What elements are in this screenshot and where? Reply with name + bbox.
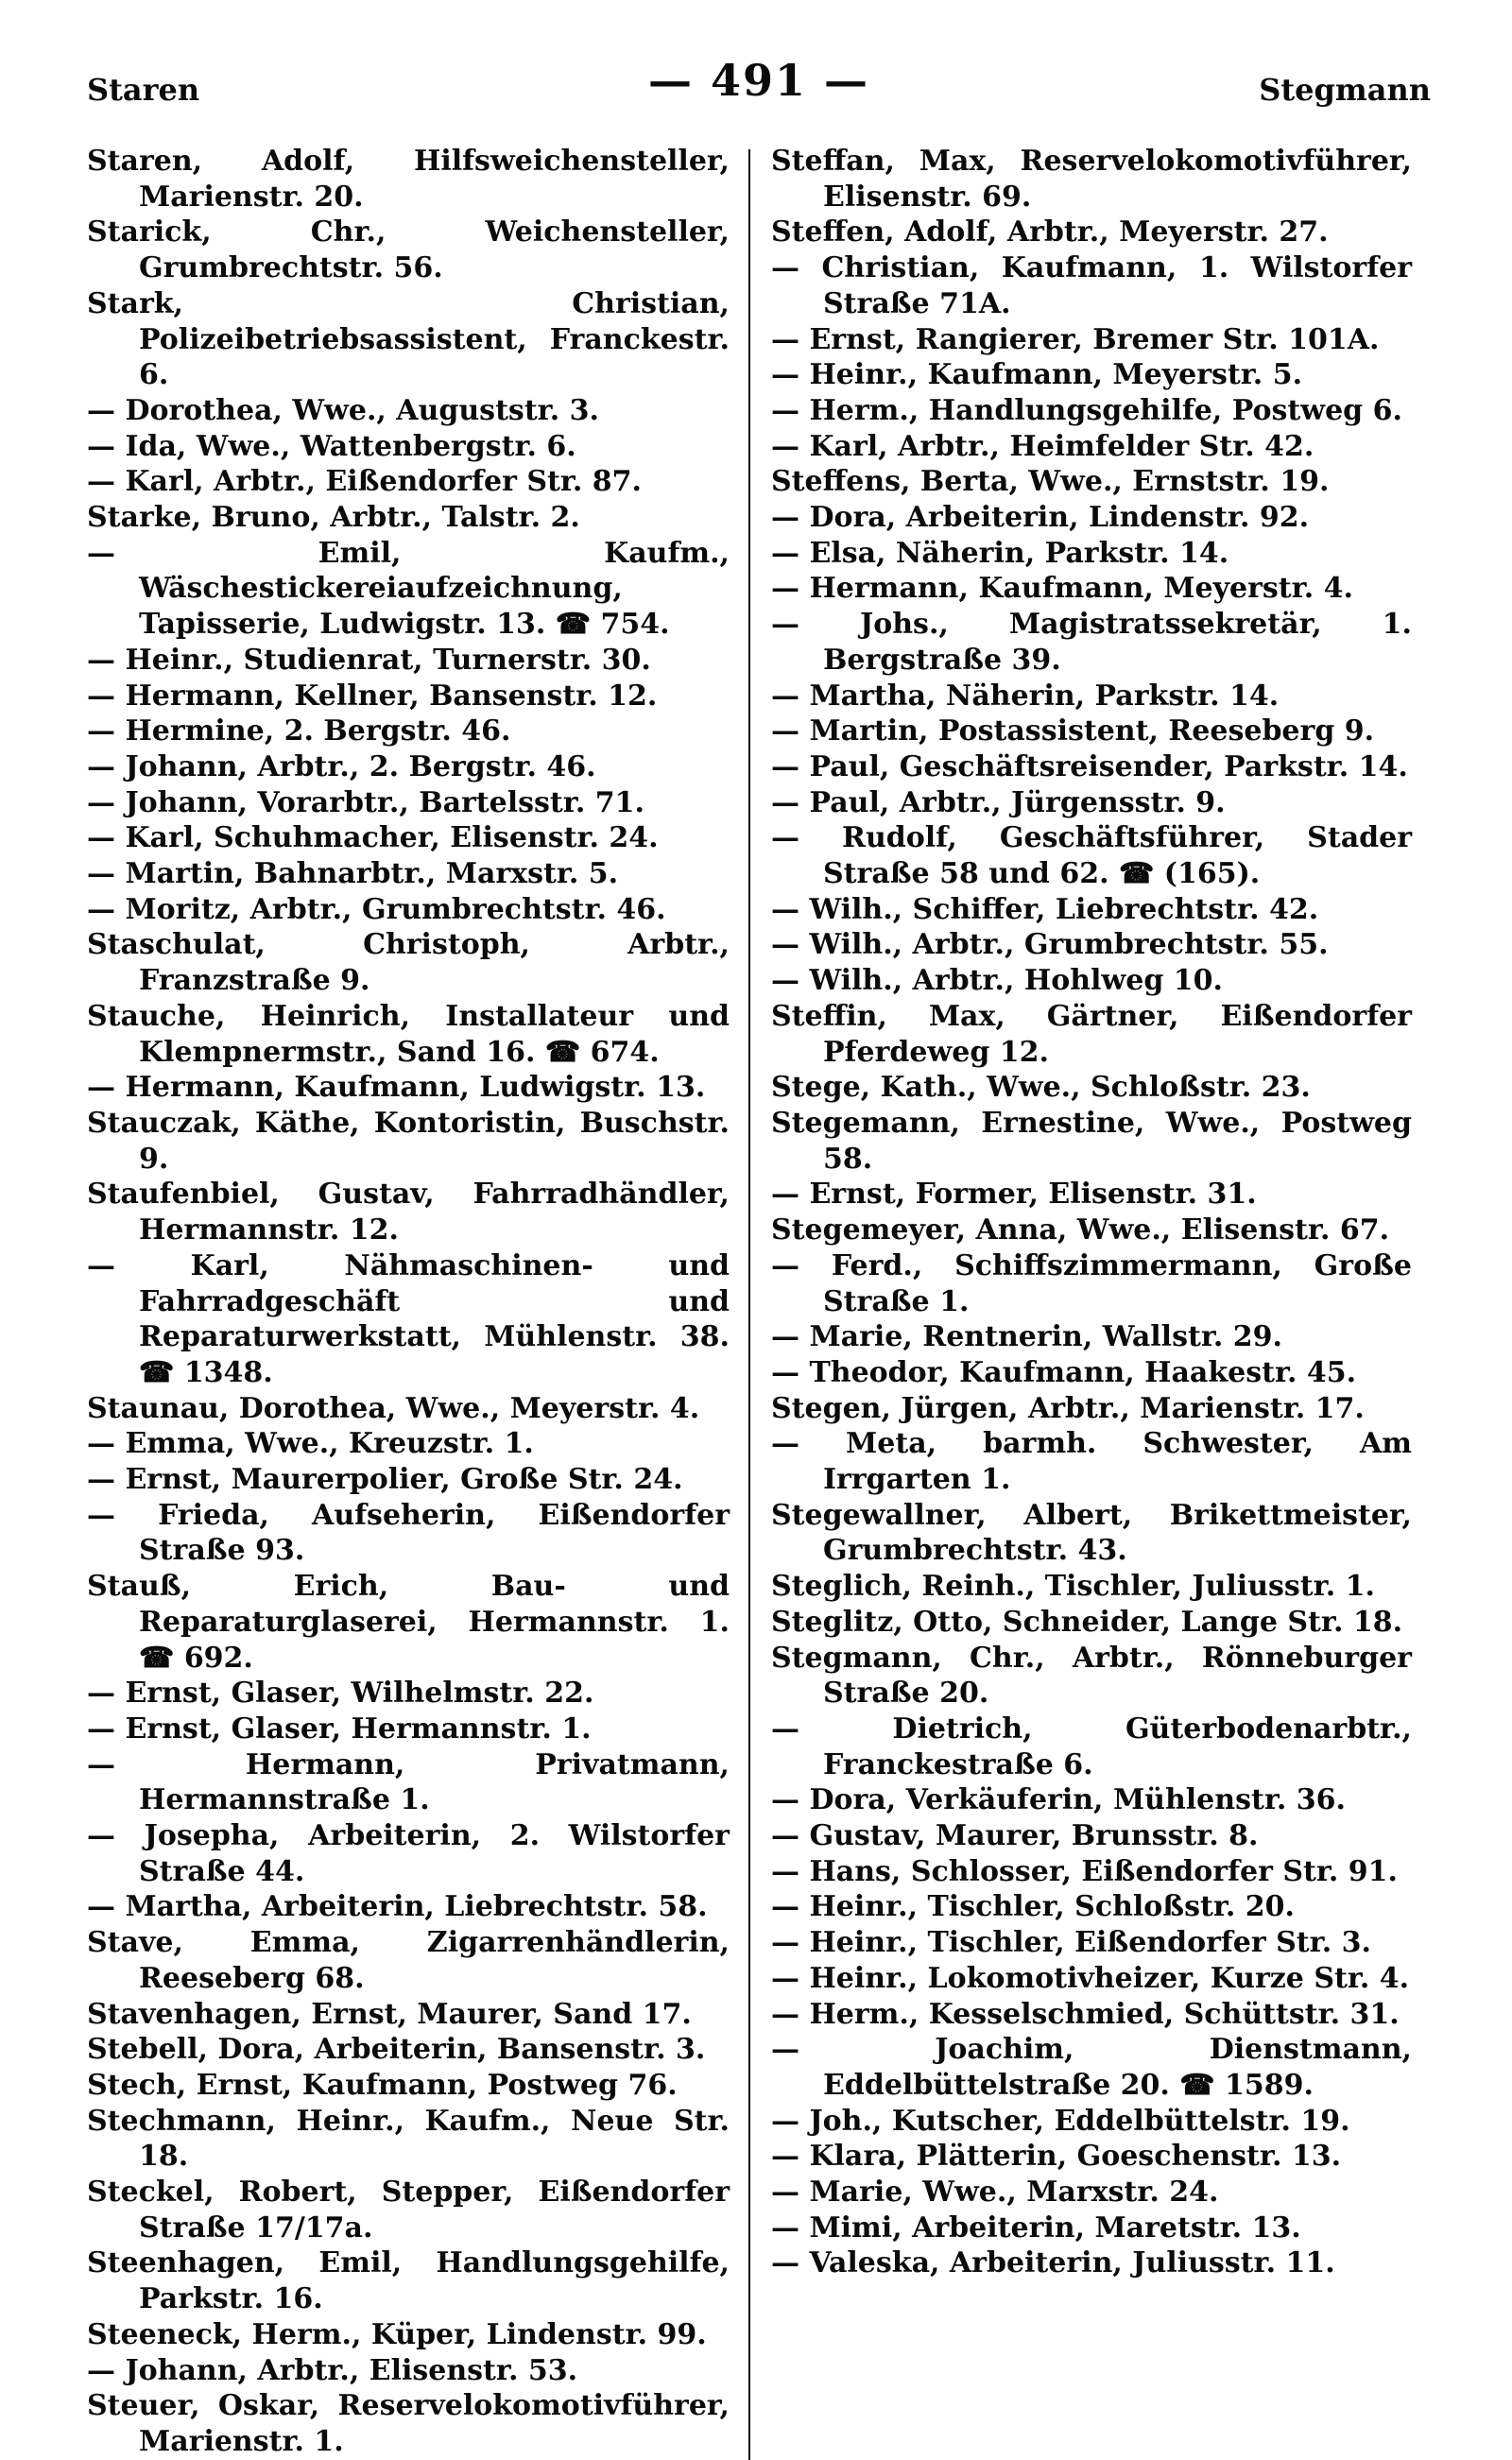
directory-entry: Staunau, Dorothea, Wwe., Meyerstr. 4. (87, 1391, 700, 1425)
directory-entry: — Emil, Kaufm., Wäschestickereiaufzeichnung, Tapisserie, Ludwigstr. 13. ☎ 754. (87, 536, 730, 642)
directory-entry: Steckel, Robert, Stepper, Eißendorfer Straße 17/17a. (87, 2176, 730, 2245)
directory-entry: — Martha, Arbeiterin, Liebrechtstr. 58. (87, 1890, 708, 1924)
directory-entry: — Dietrich, Güterbodenarbtr., Franckestraße 6. (771, 1712, 1412, 1781)
page-number: — 491 — (647, 55, 870, 106)
directory-entry: — Ernst, Glaser, Wilhelmstr. 22. (87, 1677, 594, 1711)
directory-entry: Staschulat, Christoph, Arbtr., Franzstraße 9. (87, 928, 730, 998)
directory-entry: — Meta, barmh. Schwester, Am Irrgarten 1. (771, 1427, 1412, 1497)
directory-entry: Stegen, Jürgen, Arbtr., Marienstr. 17. (771, 1391, 1365, 1425)
directory-entry: Steffin, Max, Gärtner, Eißendorfer Pferdeweg 12. (771, 999, 1412, 1069)
directory-entry: — Valeska, Arbeiterin, Juliusstr. 11. (771, 2246, 1335, 2280)
directory-entry: — Ernst, Former, Elisenstr. 31. (771, 1178, 1257, 1212)
directory-entry: Steffens, Berta, Wwe., Ernststr. 19. (771, 465, 1330, 499)
directory-entry: — Karl, Arbtr., Eißendorfer Str. 87. (87, 465, 642, 499)
directory-entry: — Heinr., Studienrat, Turnerstr. 30. (87, 643, 651, 677)
directory-entry: — Hermann, Kaufmann, Ludwigstr. 13. (87, 1071, 706, 1105)
directory-entry: — Wilh., Arbtr., Hohlweg 10. (771, 964, 1223, 998)
directory-entry: — Martin, Postassistent, Reeseberg 9. (771, 714, 1375, 748)
directory-entry: — Ernst, Rangierer, Bremer Str. 101A. (771, 322, 1380, 356)
directory-entry: — Gustav, Maurer, Brunsstr. 8. (771, 1819, 1259, 1853)
directory-entry: — Johann, Arbtr., Elisenstr. 53. (87, 2353, 578, 2387)
directory-entry: Stark, Christian, Polizeibetriebsassistent, Franckestr. 6. (87, 286, 730, 392)
directory-entry: Stegemeyer, Anna, Wwe., Elisenstr. 67. (771, 1213, 1390, 1247)
directory-entry: Steuer, Oskar, Reservelokomotivführer, Marienstr. 1. (87, 2389, 730, 2458)
right-column (750, 144, 1412, 2460)
directory-entry: — Wilh., Arbtr., Grumbrechtstr. 55. (771, 928, 1329, 962)
directory-entry: — Dora, Arbeiterin, Lindenstr. 92. (771, 501, 1310, 535)
directory-entry: — Ferd., Schiffszimmermann, Große Straße 1. (771, 1248, 1412, 1318)
directory-entry: Staufenbiel, Gustav, Fahrradhändler, Hermannstr. 12. (87, 1178, 730, 1247)
directory-entry: — Heinr., Tischler, Schloßstr. 20. (771, 1890, 1295, 1924)
left-column (87, 144, 748, 2460)
directory-entry: — Martha, Näherin, Parkstr. 14. (771, 679, 1280, 713)
directory-entry: — Karl, Arbtr., Heimfelder Str. 42. (771, 429, 1314, 463)
directory-entry: — Frieda, Aufseherin, Eißendorfer Straße 93. (87, 1498, 730, 1568)
directory-entry: Stegemann, Ernestine, Wwe., Postweg 58. (771, 1106, 1412, 1176)
directory-entry: — Rudolf, Geschäftsführer, Stader Straße 58 und 62. ☎ (165). (771, 821, 1412, 891)
directory-entry: Stauche, Heinrich, Installateur und Klempnermstr., Sand 16. ☎ 674. (87, 999, 730, 1069)
directory-entry: Steeneck, Herm., Küper, Lindenstr. 99. (87, 2317, 707, 2351)
header-last-entry: Stegmann (1259, 72, 1431, 108)
directory-entry: — Herm., Handlungsgehilfe, Postweg 6. (771, 393, 1402, 427)
directory-entry: — Hermann, Kaufmann, Meyerstr. 4. (771, 572, 1353, 606)
directory-entry: — Paul, Geschäftsreisender, Parkstr. 14. (771, 749, 1408, 783)
directory-entry: — Joachim, Dienstmann, Eddelbüttelstraße 20. ☎ 1589. (771, 2033, 1412, 2102)
directory-entry: — Josepha, Arbeiterin, 2. Wilstorfer Straße 44. (87, 1819, 730, 1888)
directory-entry: Stech, Ernst, Kaufmann, Postweg 76. (87, 2068, 678, 2102)
directory-entry: Stauß, Erich, Bau- und Reparaturglaserei, Hermannstr. 1. ☎ 692. (87, 1570, 730, 1675)
directory-entry: — Heinr., Kaufmann, Meyerstr. 5. (771, 358, 1303, 392)
directory-entry: Steglich, Reinh., Tischler, Juliusstr. 1. (771, 1570, 1375, 1604)
directory-entry: Steenhagen, Emil, Handlungsgehilfe, Parkstr. 16. (87, 2246, 730, 2316)
directory-entry: — Mimi, Arbeiterin, Maretstr. 13. (771, 2211, 1301, 2245)
directory-entry: — Heinr., Lokomotivheizer, Kurze Str. 4. (771, 1961, 1410, 1995)
directory-entry: Stegmann, Chr., Arbtr., Rönneburger Straße 20. (771, 1641, 1412, 1711)
directory-entry: Staren, Adolf, Hilfsweichensteller, Marienstr. 20. (87, 145, 730, 214)
directory-entry: — Klara, Plätterin, Goeschenstr. 13. (771, 2140, 1342, 2174)
directory-entry: Stege, Kath., Wwe., Schloßstr. 23. (771, 1071, 1311, 1105)
directory-entry: Stavenhagen, Ernst, Maurer, Sand 17. (87, 1997, 692, 2031)
directory-entry: — Johs., Magistratssekretär, 1. Bergstraße 39. (771, 608, 1412, 677)
directory-entry: — Johann, Vorarbtr., Bartelsstr. 71. (87, 785, 644, 819)
directory-entry: — Martin, Bahnarbtr., Marxstr. 5. (87, 857, 619, 891)
page-header (87, 55, 1431, 123)
directory-entry: Stave, Emma, Zigarrenhändlerin, Reeseberg 68. (87, 1926, 730, 1995)
directory-entry: — Hermann, Kellner, Bansenstr. 12. (87, 679, 658, 713)
directory-entry: — Christian, Kaufmann, 1. Wilstorfer Straße 71A. (771, 251, 1412, 320)
directory-entry: — Hans, Schlosser, Eißendorfer Str. 91. (771, 1854, 1398, 1888)
directory-entry: — Ida, Wwe., Wattenbergstr. 6. (87, 429, 576, 463)
directory-entry: — Karl, Nähmaschinen- und Fahrradgeschäft und Reparaturwerkstatt, Mühlenstr. 38. ☎ 1348. (87, 1248, 730, 1389)
directory-entry: — Dorothea, Wwe., Auguststr. 3. (87, 393, 599, 427)
directory-columns (87, 144, 1431, 2460)
directory-entry: Stauczak, Käthe, Kontoristin, Buschstr. 9. (87, 1106, 730, 1176)
directory-entry: Stegewallner, Albert, Brikettmeister, Grumbrechtstr. 43. (771, 1498, 1412, 1568)
directory-entry: Steglitz, Otto, Schneider, Lange Str. 18. (771, 1605, 1403, 1639)
directory-entry: — Ernst, Maurerpolier, Große Str. 24. (87, 1463, 683, 1497)
directory-entry: — Hermann, Privatmann, Hermannstraße 1. (87, 1747, 730, 1817)
directory-entry: — Wilh., Schiffer, Liebrechtstr. 42. (771, 892, 1319, 926)
directory-entry: — Moritz, Arbtr., Grumbrechtstr. 46. (87, 892, 666, 926)
directory-entry: — Emma, Wwe., Kreuzstr. 1. (87, 1427, 534, 1461)
directory-entry: — Hermine, 2. Bergstr. 46. (87, 714, 511, 748)
directory-entry: — Elsa, Näherin, Parkstr. 14. (771, 536, 1229, 570)
header-first-entry: Staren (87, 72, 200, 108)
directory-entry: Steffan, Max, Reservelokomotivführer, Elisenstr. 69. (771, 145, 1412, 214)
directory-entry: Starke, Bruno, Arbtr., Talstr. 2. (87, 501, 580, 535)
directory-entry: — Herm., Kesselschmied, Schüttstr. 31. (771, 1997, 1400, 2031)
directory-entry: — Dora, Verkäuferin, Mühlenstr. 36. (771, 1783, 1346, 1817)
directory-entry: Stechmann, Heinr., Kaufm., Neue Str. 18. (87, 2104, 730, 2174)
directory-entry: Starick, Chr., Weichensteller, Grumbrechtstr. 56. (87, 215, 730, 285)
directory-entry: — Paul, Arbtr., Jürgensstr. 9. (771, 785, 1226, 819)
directory-entry: — Theodor, Kaufmann, Haakestr. 45. (771, 1355, 1357, 1389)
directory-entry: — Heinr., Tischler, Eißendorfer Str. 3. (771, 1926, 1371, 1960)
directory-entry: — Karl, Schuhmacher, Elisenstr. 24. (87, 821, 659, 855)
directory-entry: Stebell, Dora, Arbeiterin, Bansenstr. 3. (87, 2033, 706, 2067)
directory-entry: — Marie, Wwe., Marxstr. 24. (771, 2176, 1219, 2210)
directory-entry: — Joh., Kutscher, Eddelbüttelstr. 19. (771, 2104, 1350, 2138)
directory-entry: — Marie, Rentnerin, Wallstr. 29. (771, 1320, 1282, 1354)
directory-entry: Steffen, Adolf, Arbtr., Meyerstr. 27. (771, 215, 1329, 249)
directory-entry: — Johann, Arbtr., 2. Bergstr. 46. (87, 749, 596, 783)
directory-entry: — Ernst, Glaser, Hermannstr. 1. (87, 1712, 592, 1746)
